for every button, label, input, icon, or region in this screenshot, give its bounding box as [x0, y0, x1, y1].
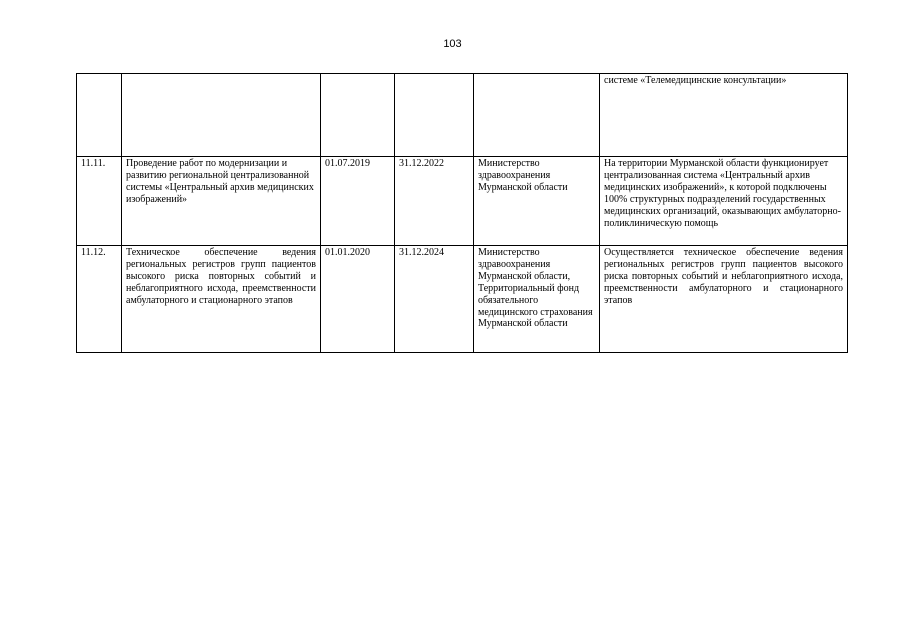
cell-end-date: 31.12.2024	[395, 246, 474, 353]
cell-number: 11.12.	[77, 246, 122, 353]
cell-start-date	[321, 74, 395, 157]
table-row	[77, 246, 848, 353]
cell-executor: Министерство здравоохранения Мурманской области	[474, 157, 600, 246]
cell-expected-result: На территории Мурманской области функционирует централизованная система «Центральный архив медицинских изображений», к которой подключены 100% структурных подразделений государственных медицинских организаций, оказывающих амбулаторно-поликлиническую помощь	[600, 157, 848, 246]
cell-executor	[474, 74, 600, 157]
cell-number: 11.11.	[77, 157, 122, 246]
cell-expected-result: Осуществляется техническое обеспечение ведения региональных регистров групп пациентов высокого риска повторных событий и неблагоприятного исхода, преемственности амбулаторного и стационарного этапов	[600, 246, 848, 353]
measures-table	[76, 73, 848, 353]
cell-measure-name: Техническое обеспечение ведения региональных регистров групп пациентов высокого риска повторных событий и неблагоприятного исхода, преемственности амбулаторного и стационарного этапов	[122, 246, 321, 353]
cell-start-date: 01.01.2020	[321, 246, 395, 353]
table-row	[77, 157, 848, 246]
cell-executor: Министерство здравоохранения Мурманской области, Территориальный фонд обязательного медицинского страхования Мурманской области	[474, 246, 600, 353]
page-number: 103	[443, 38, 462, 50]
table-row-continuation	[77, 74, 848, 157]
cell-number	[77, 74, 122, 157]
cell-end-date: 31.12.2022	[395, 157, 474, 246]
cell-measure-name	[122, 74, 321, 157]
cell-end-date	[395, 74, 474, 157]
cell-start-date: 01.07.2019	[321, 157, 395, 246]
cell-measure-name: Проведение работ по модернизации и развитию региональной централизованной системы «Центральный архив медицинских изображений»	[122, 157, 321, 246]
cell-expected-result: системе «Телемедицинские консультации»	[600, 74, 848, 157]
